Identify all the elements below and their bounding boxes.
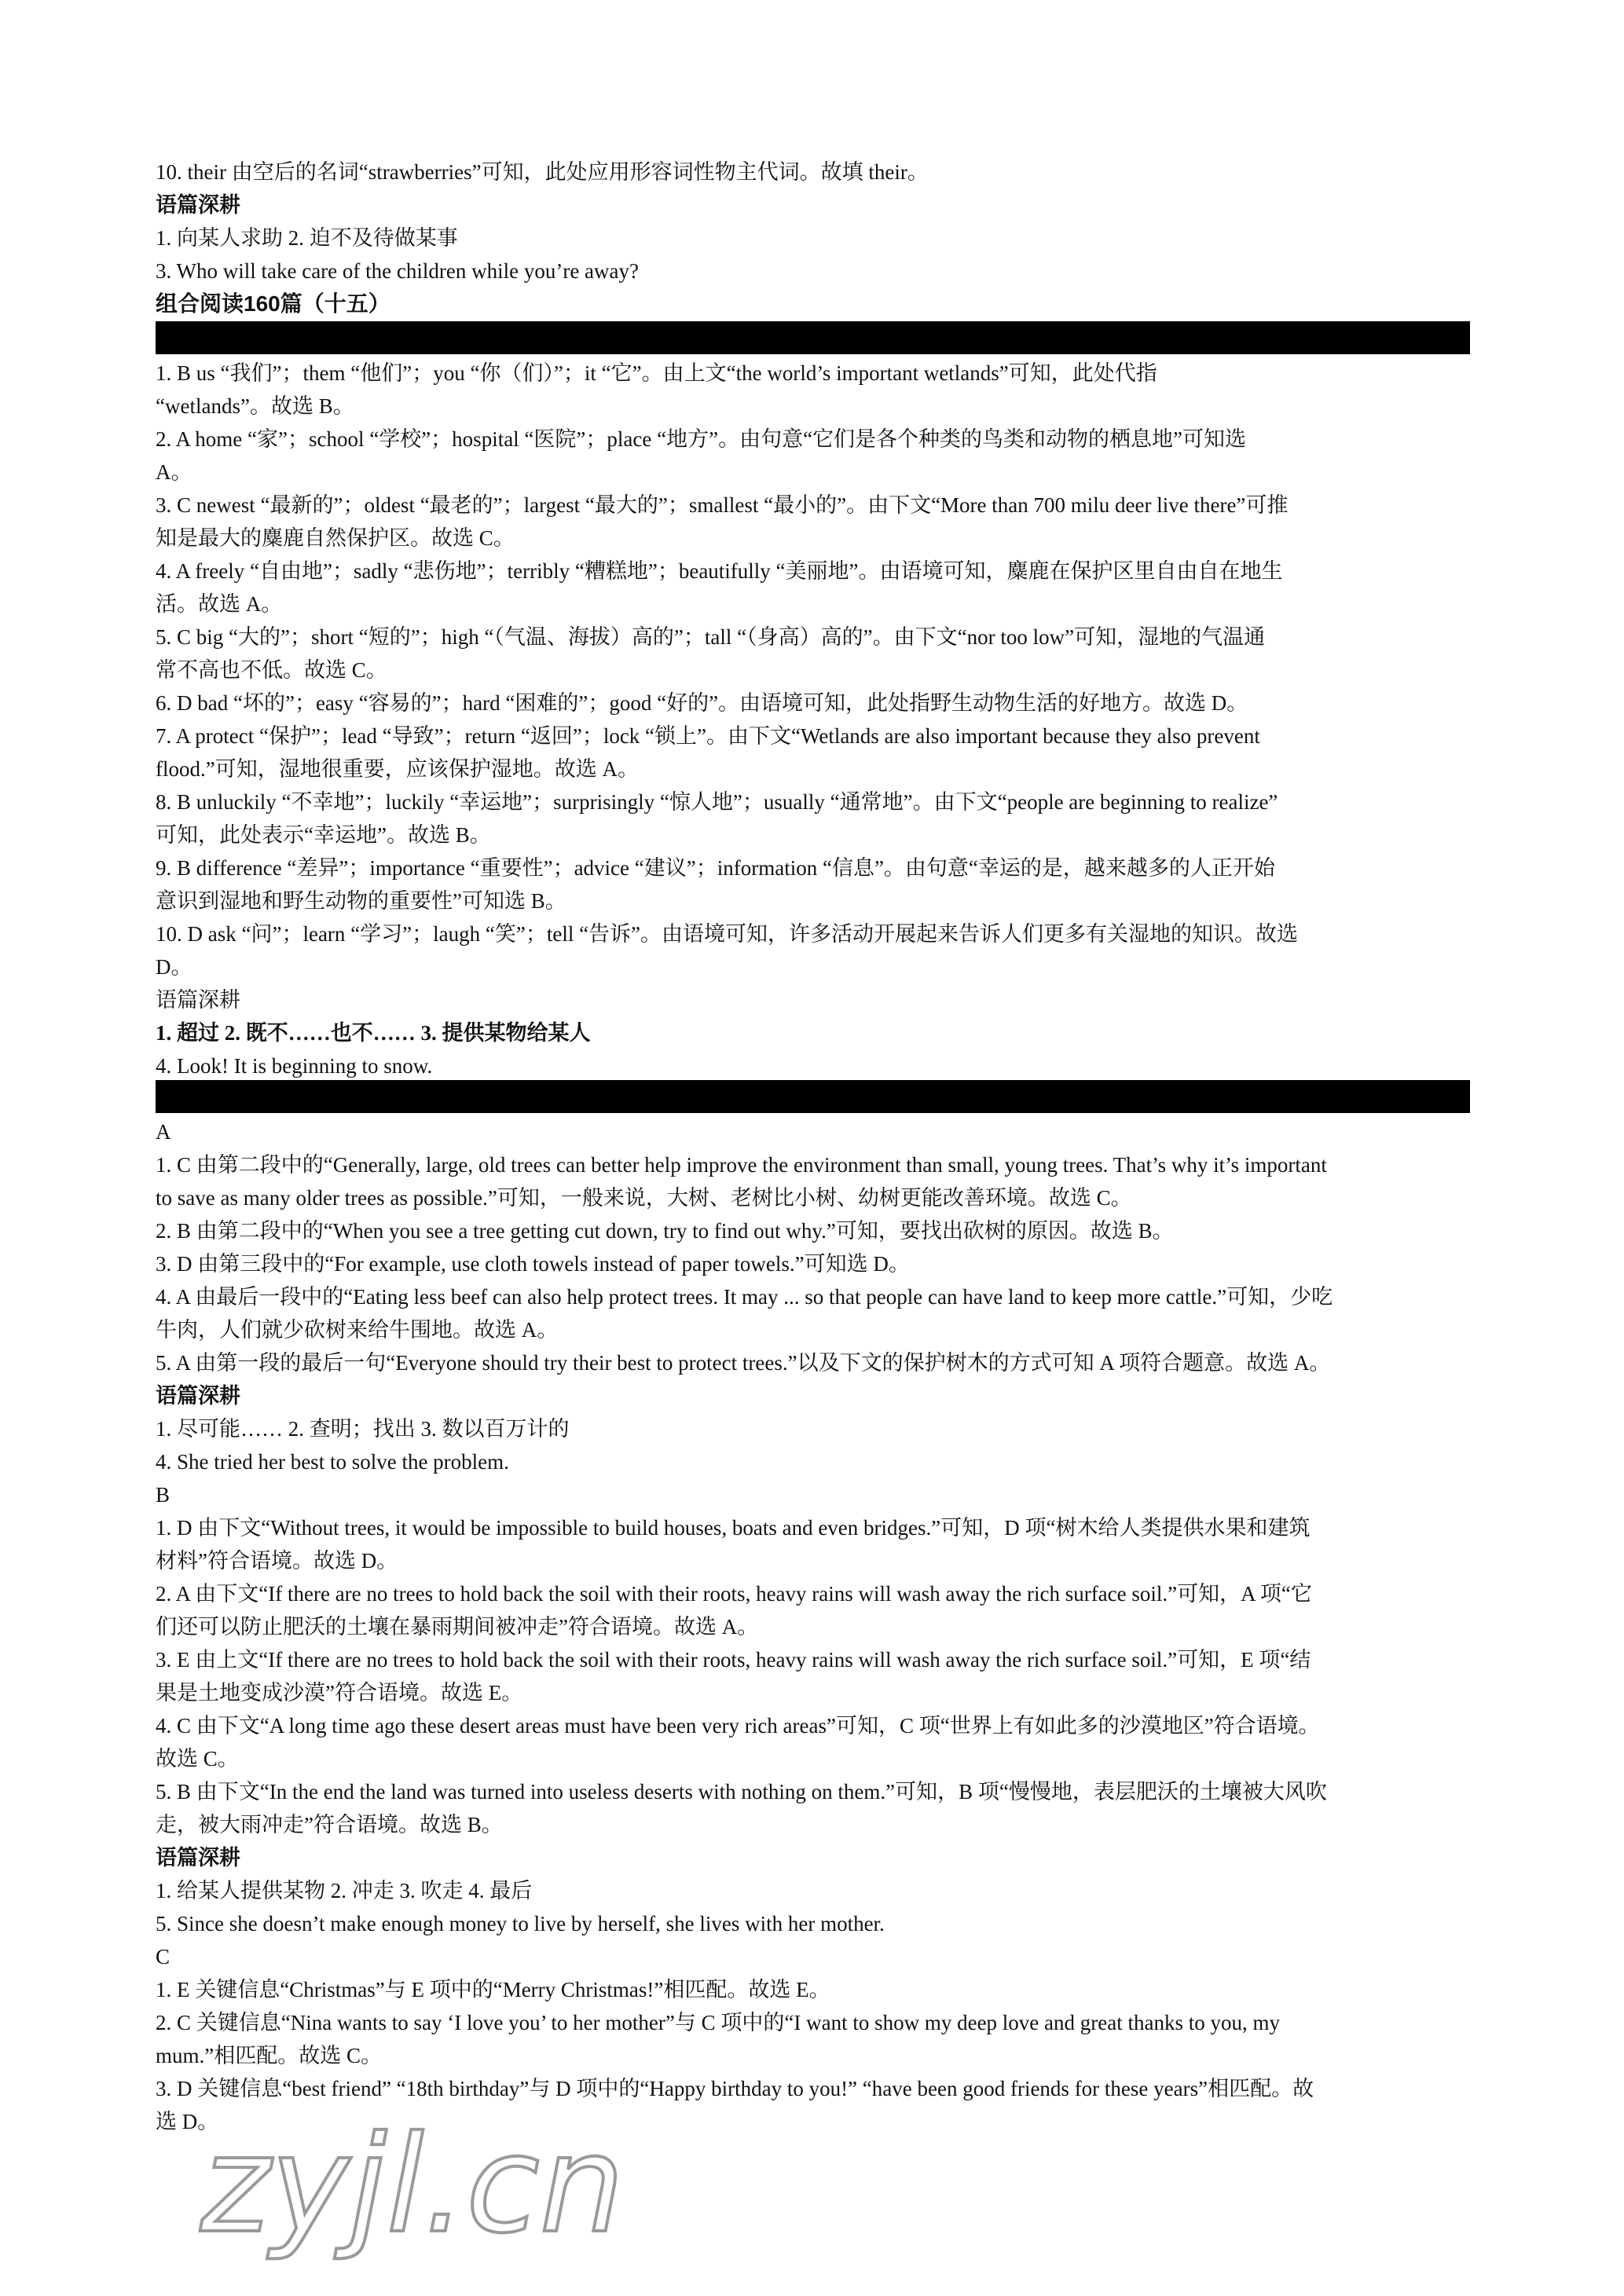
- answer-line: 5. A 由第一段的最后一句“Everyone should try their best to protect trees.”以及下文的保护树木的方式可知 A 项符合题意。故选 A。: [156, 1351, 1331, 1375]
- answer-line: 6. D bad “坏的”；easy “容易的”；hard “困难的”；good “好的”。由语境可知，此处指野生动物生活的好地方。故选 D。: [156, 691, 1248, 715]
- answer-line: 10. their 由空后的名词“strawberries”可知，此处应用形容词性物主代词。故填 their。: [156, 160, 929, 184]
- answer-line: 10. D ask “问”；learn “学习”；laugh “笑”；tell “告诉”。由语境可知，许多活动开展起来告诉人们更多有关湿地的知识。故选: [156, 922, 1299, 946]
- answer-line: 8. B unluckily “不幸地”；luckily “幸运地”；surprisingly “惊人地”；usually “通常地”。由下文“people are beginning to realize”: [156, 790, 1278, 814]
- answer-line: 1. 尽可能…… 2. 查明；找出 3. 数以百万计的: [156, 1417, 570, 1441]
- answer-line: 们还可以防止肥沃的土壤在暴雨期间被冲走”符合语境。故选 A。: [156, 1615, 759, 1639]
- answer-line: flood.”可知，湿地很重要，应该保护湿地。故选 A。: [156, 757, 639, 781]
- answer-line: 3. E 由上文“If there are no trees to hold back the soil with their roots, heavy rains will wash away the rich surface soil.”可知，E 项“结: [156, 1648, 1311, 1672]
- answer-line: 1. C 由第二段中的“Generally, large, old trees can better help improve the environment than small, young trees. That’s why it’s important: [156, 1153, 1327, 1177]
- section-subheading: 语篇深耕: [156, 1384, 240, 1408]
- answer-line: 2. C 关键信息“Nina wants to say ‘I love you’ to her mother”与 C 项中的“I want to show my deep love and great thanks to you, my: [156, 2011, 1280, 2034]
- watermark-logo: [192, 2113, 790, 2270]
- answer-line: 常不高也不低。故选 C。: [156, 658, 387, 682]
- answer-line: 果是土地变成沙漠”符合语境。故选 E。: [156, 1681, 523, 1705]
- answer-line: 4. A freely “自由地”；sadly “悲伤地”；terribly “糟糕地”；beautifully “美丽地”。由语境可知，麋鹿在保护区里自由自在地生: [156, 559, 1283, 583]
- answer-line: 5. Since she doesn’t make enough money to live by herself, she lives with her mother.: [156, 1912, 885, 1935]
- answer-line: 1. B us “我们”；them “他们”；you “你（们）”；it “它”。由上文“the world’s important wetlands”可知，此处代指: [156, 361, 1157, 385]
- answer-line: 材料”符合语境。故选 D。: [156, 1549, 398, 1573]
- answer-line: 3. D 关键信息“best friend” “18th birthday”与 D 项中的“Happy birthday to you!” “have been good friends for these years”相匹配。故: [156, 2077, 1314, 2100]
- part-label: A: [156, 1120, 171, 1144]
- answer-line: 选 D。: [156, 2110, 219, 2133]
- answer-line: 活。故选 A。: [156, 592, 283, 616]
- part-label: B: [156, 1483, 170, 1507]
- answer-line: 5. C big “大的”；short “短的”；high “（气温、海拔）高的”；tall “（身高）高的”。由下文“nor too low”可知，湿地的气温通: [156, 625, 1266, 649]
- answer-line: 1. E 关键信息“Christmas”与 E 项中的“Merry Christmas!”相匹配。故选 E。: [156, 1978, 830, 2001]
- section-subheading: 语篇深耕: [156, 1846, 240, 1869]
- answer-line: 4. She tried her best to solve the problem.: [156, 1450, 509, 1474]
- answer-line: 可知，此处表示“幸运地”。故选 B。: [156, 823, 491, 847]
- answer-line: 故选 C。: [156, 1747, 239, 1771]
- answer-line: 语篇深耕: [156, 988, 240, 1012]
- answer-line: mum.”相匹配。故选 C。: [156, 2044, 382, 2067]
- answer-line: 2. A home “家”；school “学校”；hospital “医院”；place “地方”。由句意“它们是各个种类的鸟类和动物的栖息地”可知选: [156, 427, 1247, 451]
- answer-line: 4. C 由下文“A long time ago these desert areas must have been very rich areas”可知，C 项“世界上有如此多的沙漠地区”符合语境。: [156, 1714, 1320, 1738]
- answer-line: D。: [156, 955, 192, 979]
- answer-line: 2. B 由第二段中的“When you see a tree getting cut down, try to find out why.”可知，要找出砍树的原因。故选 B。: [156, 1219, 1174, 1243]
- black-divider-bar: [156, 1080, 1470, 1113]
- answer-line: 3. D 由第三段中的“For example, use cloth towels instead of paper towels.”可知选 D。: [156, 1252, 910, 1276]
- watermark-text: zyjl.cn: [200, 2113, 625, 2263]
- answer-line: 4. A 由最后一段中的“Eating less beef can also help protect trees. It may ... so that people can have land to keep more cattle.”可知，少吃: [156, 1285, 1333, 1309]
- answer-line: 3. Who will take care of the children while you’re away?: [156, 259, 640, 283]
- answer-line: to save as many older trees as possible.”可知，一般来说，大树、老树比小树、幼树更能改善环境。故选 C。: [156, 1186, 1132, 1210]
- section-subheading: 语篇深耕: [156, 193, 240, 217]
- answer-line: “wetlands”。故选 B。: [156, 394, 354, 418]
- answer-line: 3. C newest “最新的”；oldest “最老的”；largest “最大的”；smallest “最小的”。由下文“More than 700 milu deer live there”可推: [156, 493, 1289, 517]
- answer-line: 7. A protect “保护”；lead “导致”；return “返回”；lock “锁上”。由下文“Wetlands are also important because they also prevent: [156, 724, 1260, 748]
- answer-line: 走，被大雨冲走”符合语境。故选 B。: [156, 1813, 503, 1836]
- answer-line: 4. Look! It is beginning to snow.: [156, 1054, 433, 1078]
- section-subheading: 1. 超过 2. 既不……也不…… 3. 提供某物给某人: [156, 1021, 591, 1045]
- answer-line: 牛肉，人们就少砍树来给牛围地。故选 A。: [156, 1318, 559, 1342]
- answer-line: 1. 给某人提供某物 2. 冲走 3. 吹走 4. 最后: [156, 1879, 533, 1902]
- answer-line: 5. B 由下文“In the end the land was turned into useless deserts with nothing on them.”可知，B 项“慢慢地，表层肥沃的土壤被大风吹: [156, 1780, 1327, 1803]
- section-title: 组合阅读160篇（十五）: [156, 291, 390, 316]
- answer-line: 2. A 由下文“If there are no trees to hold back the soil with their roots, heavy rains will wash away the rich surface soil.”可知，A 项“它: [156, 1582, 1312, 1606]
- black-divider-bar: [156, 321, 1470, 354]
- answer-line: 1. 向某人求助 2. 迫不及待做某事: [156, 226, 458, 250]
- answer-line: 意识到湿地和野生动物的重要性”可知选 B。: [156, 889, 566, 913]
- answer-line: 9. B difference “差异”；importance “重要性”；advice “建议”；information “信息”。由句意“幸运的是，越来越多的人正开始: [156, 856, 1275, 880]
- answer-line: 知是最大的麋鹿自然保护区。故选 C。: [156, 526, 515, 550]
- answer-line: A。: [156, 460, 192, 484]
- answer-line: 1. D 由下文“Without trees, it would be impossible to build houses, boats and even bridges.”可知，D 项“树木给人类提供水果和建筑: [156, 1516, 1311, 1540]
- part-label: C: [156, 1945, 170, 1968]
